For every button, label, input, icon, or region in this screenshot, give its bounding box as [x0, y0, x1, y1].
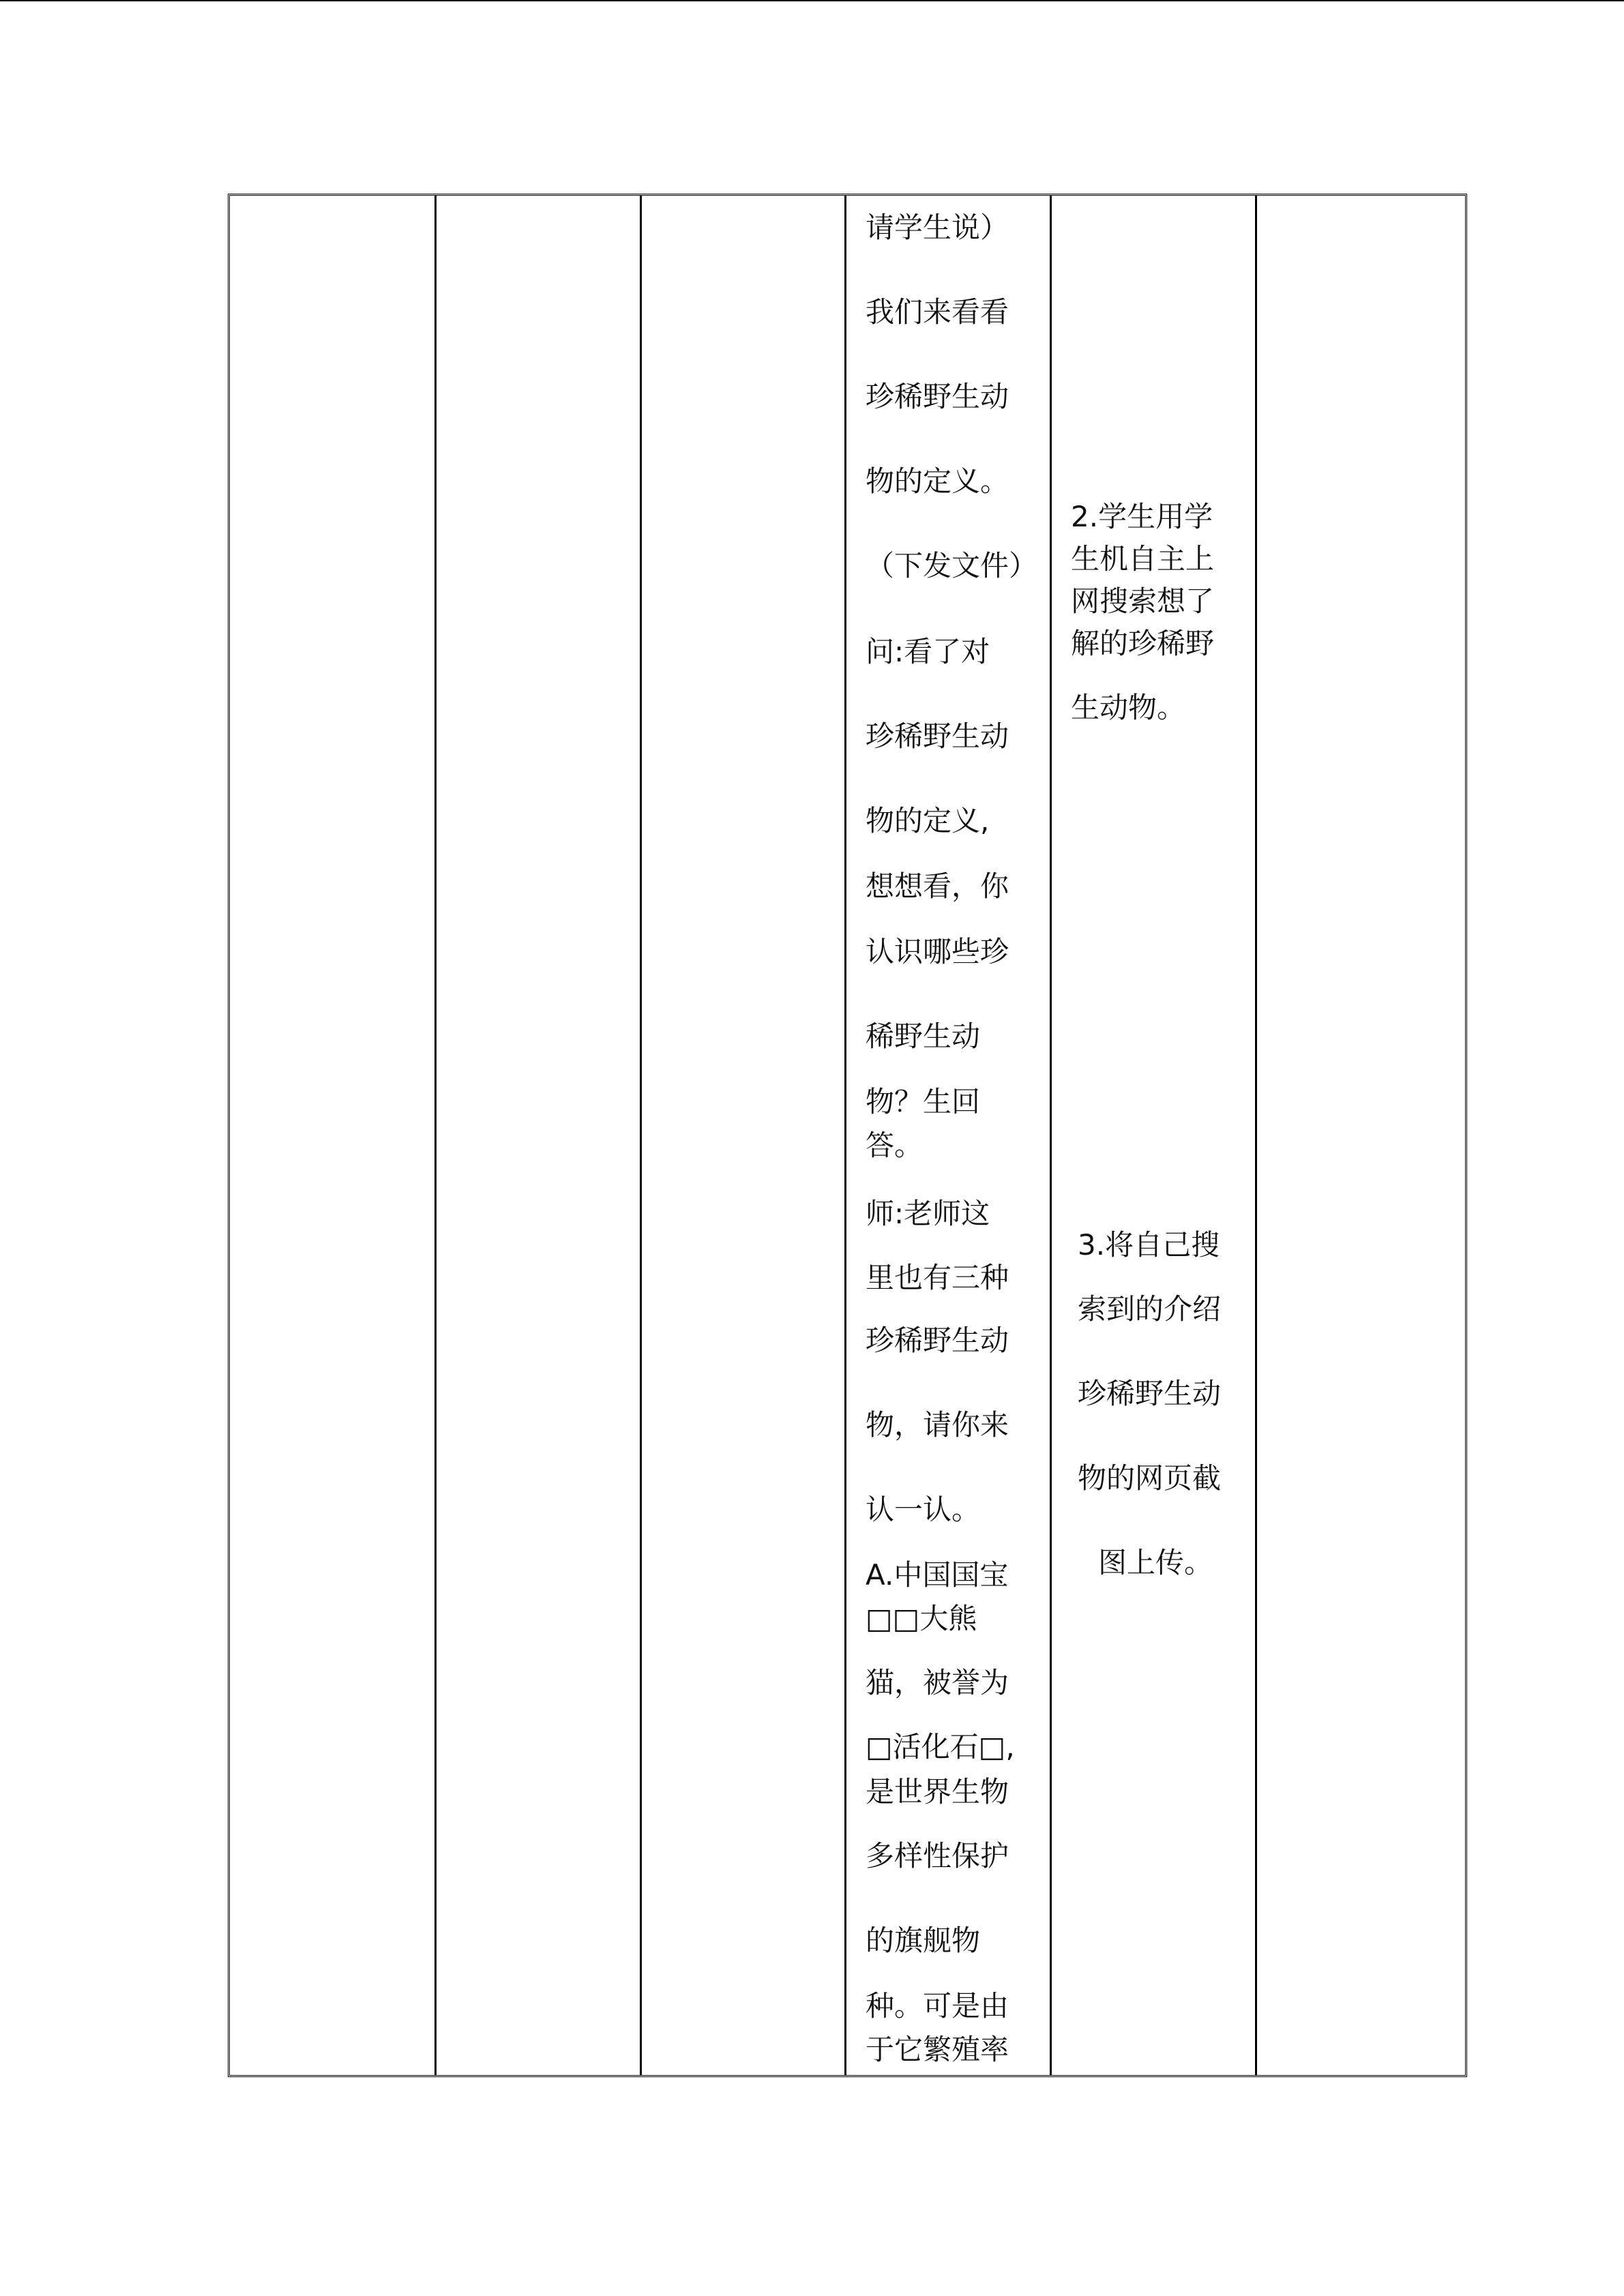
student-line: 物的网页截	[1078, 1461, 1222, 1495]
column-divider-4	[1050, 196, 1052, 2075]
student-line: 3.将自己搜	[1078, 1228, 1220, 1262]
teacher-line: 里也有三种	[866, 1261, 1009, 1294]
teacher-line: 珍稀野生动	[866, 1324, 1009, 1357]
teacher-line: □□大熊	[866, 1602, 977, 1635]
column-divider-5	[1255, 196, 1257, 2075]
teacher-line: 师:老师这	[866, 1197, 990, 1230]
student-line: 珍稀野生动	[1078, 1377, 1222, 1410]
teacher-line: A.中国国宝	[866, 1558, 1009, 1592]
teacher-line: 珍稀野生动	[866, 380, 1009, 413]
student-line: 索到的介绍	[1078, 1292, 1222, 1326]
teacher-line: 于它繁殖率	[866, 2033, 1009, 2066]
column-divider-1	[434, 196, 437, 2075]
teacher-line: 物的定义。	[866, 464, 1009, 498]
teacher-line: 认识哪些珍	[866, 935, 1009, 968]
teacher-line: 是世界生物	[866, 1775, 1009, 1808]
student-line: 生机自主上	[1071, 542, 1215, 576]
student-line: 图上传。	[1098, 1546, 1213, 1579]
student-line: 2.学生用学	[1071, 500, 1213, 533]
student-line: 解的珍稀野	[1071, 627, 1215, 660]
teacher-line: 我们来看看	[866, 295, 1009, 329]
teacher-line: 猫，被誉为	[866, 1666, 1009, 1699]
teacher-line: 请学生说）	[866, 211, 1009, 244]
column-divider-2	[640, 196, 642, 2075]
lesson-plan-table	[228, 194, 1467, 2077]
teacher-line: 多样性保护	[866, 1839, 1009, 1873]
student-line: 生动物。	[1071, 691, 1186, 724]
student-line: 网搜索想了	[1071, 584, 1215, 618]
teacher-line: 问:看了对	[866, 635, 990, 668]
teacher-line: 物，请你来	[866, 1408, 1009, 1442]
teacher-line: 珍稀野生动	[866, 719, 1009, 753]
teacher-line: 的旗舰物	[866, 1924, 981, 1957]
column-divider-3	[844, 196, 846, 2075]
teacher-line: （下发文件）	[866, 549, 1038, 582]
teacher-line: □活化石□,	[866, 1730, 1015, 1763]
teacher-line: 想想看，你	[866, 869, 1009, 903]
teacher-line: 稀野生动	[866, 1019, 981, 1053]
teacher-line: 答。	[866, 1129, 924, 1162]
teacher-line: 物的定义,	[866, 804, 990, 837]
teacher-line: 种。可是由	[866, 1989, 1009, 2023]
teacher-line: 物？生回	[866, 1085, 981, 1118]
teacher-line: 认一认。	[866, 1493, 981, 1526]
page-top-border	[0, 0, 1624, 1]
